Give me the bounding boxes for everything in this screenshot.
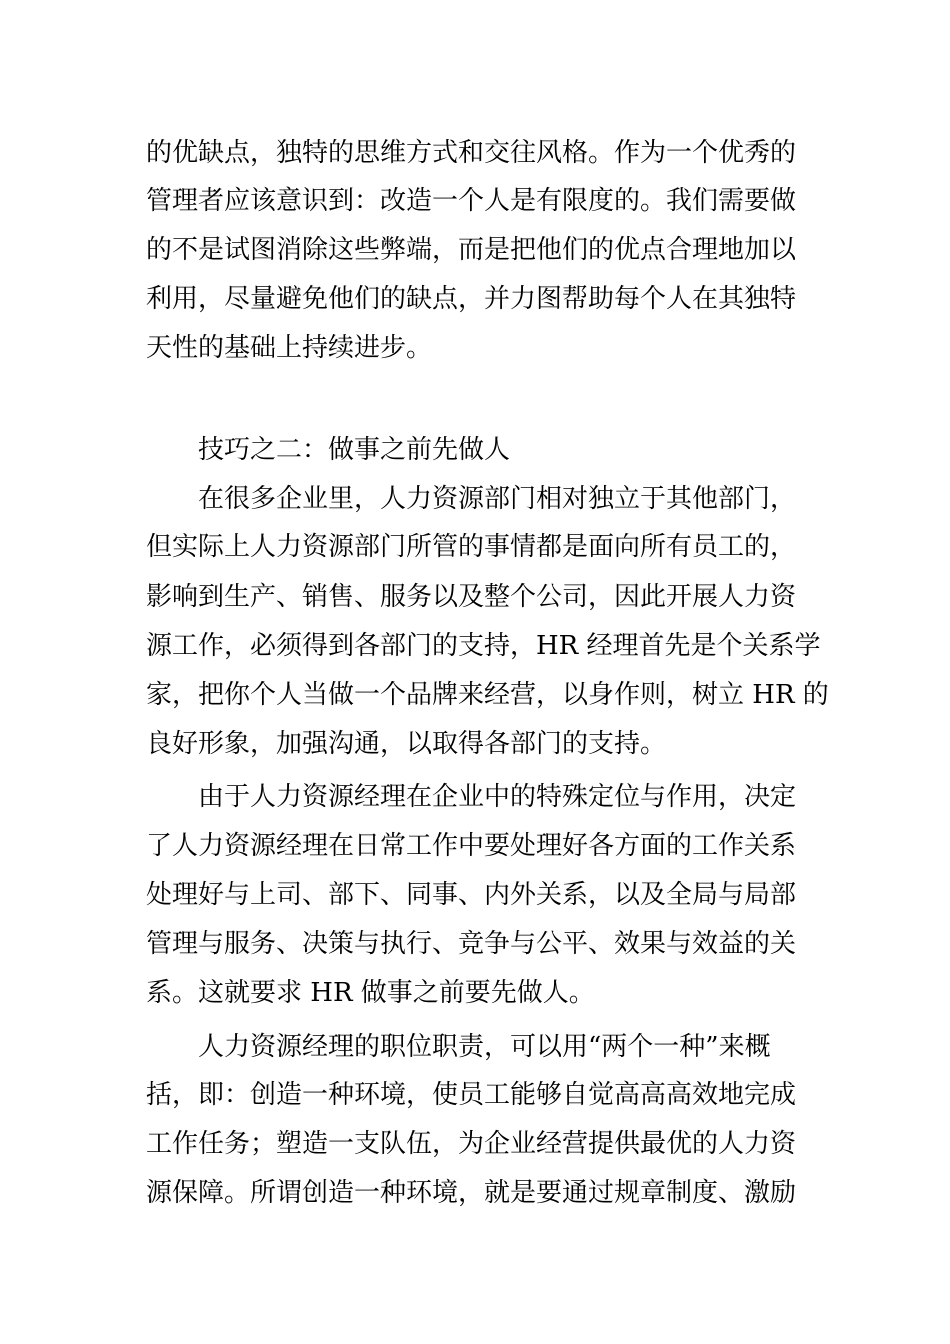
- paragraph-2-line: 源工作，必须得到各部门的支持，HR 经理首先是个关系学: [146, 631, 821, 661]
- paragraph-3-line: 了人力资源经理在日常工作中要处理好各方面的工作关系: [146, 831, 797, 861]
- paragraph-2-line: 良好形象，加强沟通，以取得各部门的支持。: [146, 729, 667, 759]
- paragraph-3-line: 系。这就要求 HR 做事之前要先做人。: [146, 978, 595, 1008]
- section-heading: 技巧之二：做事之前先做人: [198, 435, 511, 465]
- paragraph-1-line: 天性的基础上持续进步。: [146, 333, 433, 363]
- paragraph-4-line: 人力资源经理的职位职责，可以用“两个一种”来概: [198, 1032, 771, 1062]
- paragraph-1-line: 管理者应该意识到：改造一个人是有限度的。我们需要做: [146, 186, 797, 216]
- paragraph-4-line: 源保障。所谓创造一种环境，就是要通过规章制度、激励: [146, 1178, 797, 1208]
- paragraph-4-line: 工作任务；塑造一支队伍，为企业经营提供最优的人力资: [146, 1129, 797, 1159]
- paragraph-1-line: 利用，尽量避免他们的缺点，并力图帮助每个人在其独特: [146, 284, 797, 314]
- paragraph-2-line: 但实际上人力资源部门所管的事情都是面向所有员工的，: [146, 532, 797, 562]
- paragraph-2-line: 在很多企业里，人力资源部门相对独立于其他部门，: [198, 484, 797, 514]
- paragraph-4-line: 括，即：创造一种环境，使员工能够自觉高高高效地完成: [146, 1080, 797, 1110]
- paragraph-2-line: 家，把你个人当做一个品牌来经营，以身作则，树立 HR 的: [146, 680, 829, 710]
- paragraph-2-line: 影响到生产、销售、服务以及整个公司，因此开展人力资: [146, 582, 797, 612]
- paragraph-3-line: 管理与服务、决策与执行、竞争与公平、效果与效益的关: [146, 929, 797, 959]
- paragraph-1-line: 的优缺点，独特的思维方式和交往风格。作为一个优秀的: [146, 138, 797, 168]
- paragraph-3-line: 处理好与上司、部下、同事、内外关系，以及全局与局部: [146, 880, 797, 910]
- paragraph-1-line: 的不是试图消除这些弊端，而是把他们的优点合理地加以: [146, 235, 797, 265]
- paragraph-3-line: 由于人力资源经理在企业中的特殊定位与作用，决定: [198, 782, 797, 812]
